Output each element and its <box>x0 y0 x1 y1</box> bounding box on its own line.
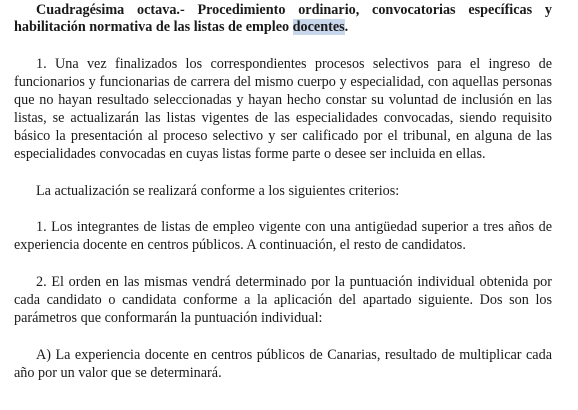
paragraph-criterion-1: 1. Los integrantes de listas de empleo vigente con una antigüedad superior a tres años de experiencia docente en centros públicos. A continuación, el resto de candidatos. <box>14 219 552 253</box>
paragraph-criteria-intro: La actualización se realizará conforme a los siguientes criterios: <box>36 183 400 199</box>
paragraph-item-a: A) La experiencia docente en centros públicos de Canarias, resultado de multiplicar cada año por un valor que se determinará. <box>14 347 552 381</box>
heading-period: . <box>344 19 349 35</box>
paragraph-criterion-2: 2. El orden en las mismas vendrá determinado por la puntuación individual obtenida por cada candidato o candidata conforme a la aplicación del apartado siguiente. Dos son los parámetros que conformarán la puntuación individual: <box>14 274 552 326</box>
paragraph-point-1: 1. Una vez finalizados los correspondientes procesos selectivos para el ingreso de funcionarios y funcionarias de carrera del mismo cuerpo y especialidad, con aquellas personas que no hayan resultado seleccionadas y hayan hecho constar su voluntad de inclusión en las listas, se actualizarán las listas vigentes de las especialidades convocadas, siendo requisito básico la presentación al proceso selectivo y ser calificado por el tribunal, en alguna de las especialidades convocadas en cuyas listas forme parte o desee ser incluida en ellas. <box>14 56 552 162</box>
heading-text: Cuadragésima octava.- Procedimiento ordinario, convocatorias específicas y habilitación normativa de las listas de empleo <box>14 2 552 35</box>
article-heading <box>14 2 552 36</box>
selected-text-highlight[interactable]: docentes <box>292 19 345 35</box>
